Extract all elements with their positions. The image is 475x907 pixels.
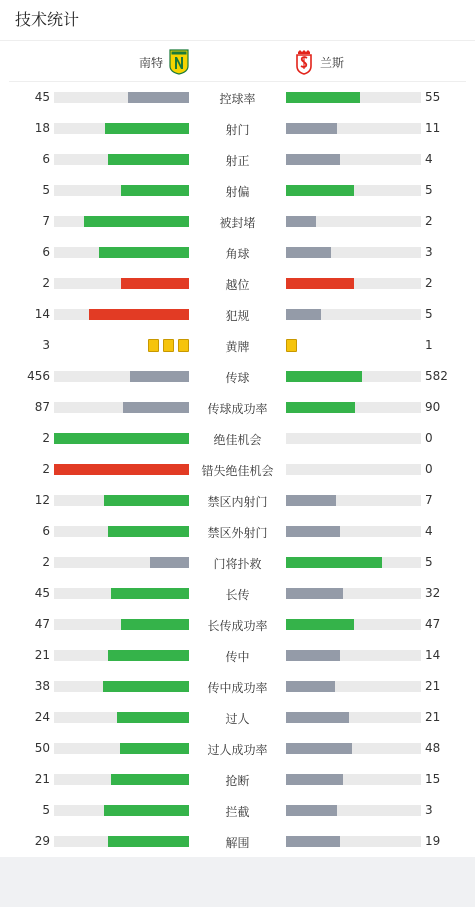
stat-label: 射门 [225, 123, 250, 137]
stat-row [0, 671, 475, 702]
away-team-name: 兰斯 [320, 55, 345, 70]
away-bar-fill [286, 588, 343, 599]
away-value: 2 [425, 214, 433, 228]
away-value: 21 [425, 679, 441, 693]
stat-label: 控球率 [219, 92, 256, 106]
away-bar-track [286, 92, 421, 103]
home-bar-fill [111, 774, 189, 785]
stat-label: 传中成功率 [207, 681, 268, 695]
away-value: 48 [425, 741, 441, 755]
home-bar-fill [103, 681, 189, 692]
home-bar-track [54, 402, 189, 413]
home-bar-track [54, 433, 189, 444]
home-bar-fill [108, 650, 189, 661]
home-bar-fill [99, 247, 189, 258]
home-value: 12 [34, 493, 50, 507]
home-value: 38 [34, 679, 50, 693]
home-value: 87 [34, 400, 50, 414]
away-bar-fill [286, 123, 337, 134]
home-value: 6 [42, 152, 50, 166]
home-bar-track [54, 278, 189, 289]
home-bar-track [54, 805, 189, 816]
away-value: 47 [425, 617, 441, 631]
away-bar-track [286, 278, 421, 289]
stat-row [0, 361, 475, 392]
away-bar-fill [286, 650, 340, 661]
stat-row [0, 764, 475, 795]
stat-row [0, 423, 475, 454]
home-bar-fill [89, 309, 189, 320]
home-bar-fill [108, 836, 189, 847]
stat-row [0, 609, 475, 640]
home-bar-fill [121, 278, 189, 289]
home-bar-fill [123, 402, 189, 413]
home-bar-fill [108, 154, 189, 165]
home-bar-fill [54, 464, 189, 475]
away-value: 55 [425, 90, 441, 104]
home-value: 29 [34, 834, 50, 848]
away-bar-track [286, 619, 421, 630]
nantes-logo-icon [169, 49, 189, 75]
away-bar-fill [286, 92, 360, 103]
stat-row [0, 516, 475, 547]
home-bar-fill [84, 216, 189, 227]
away-value: 4 [425, 524, 433, 538]
away-value: 21 [425, 710, 441, 724]
away-bar-track [286, 681, 421, 692]
stat-label: 过人成功率 [207, 743, 268, 757]
away-bar-fill [286, 619, 354, 630]
home-bar-fill [120, 743, 189, 754]
away-bar-fill [286, 216, 316, 227]
stat-row [0, 485, 475, 516]
away-bar-track [286, 247, 421, 258]
away-bar-track [286, 123, 421, 134]
home-value: 6 [42, 524, 50, 538]
home-bar-fill [121, 619, 189, 630]
away-bar-track [286, 433, 421, 444]
footer-area [0, 857, 475, 907]
away-bar-track [286, 712, 421, 723]
stat-label: 禁区外射门 [207, 526, 268, 540]
stat-label: 角球 [225, 247, 250, 261]
home-bar-track [54, 743, 189, 754]
away-bar-track [286, 371, 421, 382]
stat-label: 射偏 [225, 185, 250, 199]
home-value: 3 [42, 338, 50, 352]
away-value: 7 [425, 493, 433, 507]
stat-row [0, 113, 475, 144]
away-bar-fill [286, 247, 331, 258]
stat-row [0, 299, 475, 330]
stat-row [0, 330, 475, 361]
home-value: 45 [34, 586, 50, 600]
stat-row [0, 733, 475, 764]
home-value: 456 [27, 369, 50, 383]
away-value: 4 [425, 152, 433, 166]
home-bar-track [54, 309, 189, 320]
away-bar-fill [286, 836, 340, 847]
away-value: 5 [425, 307, 433, 321]
home-bar-track [54, 247, 189, 258]
away-bar-fill [286, 154, 340, 165]
away-bar-fill [286, 743, 352, 754]
home-bar-track [54, 216, 189, 227]
home-bar-fill [117, 712, 189, 723]
stat-row [0, 795, 475, 826]
away-bar-fill [286, 712, 349, 723]
home-bar-track [54, 774, 189, 785]
home-bar-fill [104, 805, 189, 816]
away-bar-track [286, 495, 421, 506]
away-bar-track [286, 526, 421, 537]
away-value: 2 [425, 276, 433, 290]
away-bar-track [286, 464, 421, 475]
stat-label: 传球 [225, 371, 250, 385]
stat-row [0, 237, 475, 268]
stat-row [0, 547, 475, 578]
away-value: 32 [425, 586, 441, 600]
home-value: 6 [42, 245, 50, 259]
home-team[interactable] [139, 49, 189, 75]
stat-label: 拦截 [225, 805, 250, 819]
away-bar-fill [286, 774, 343, 785]
home-bar-track [54, 588, 189, 599]
home-bar-fill [121, 185, 189, 196]
away-bar-track [286, 557, 421, 568]
home-bar-track [54, 836, 189, 847]
home-bar-fill [54, 433, 189, 444]
home-value: 45 [34, 90, 50, 104]
home-bar-track [54, 619, 189, 630]
home-value: 21 [34, 648, 50, 662]
away-bar-fill [286, 495, 336, 506]
away-value: 5 [425, 555, 433, 569]
home-value: 2 [42, 555, 50, 569]
stat-label: 犯规 [225, 309, 250, 323]
home-value: 2 [42, 462, 50, 476]
away-value: 15 [425, 772, 441, 786]
away-value: 90 [425, 400, 441, 414]
home-bar-fill [130, 371, 189, 382]
away-value: 19 [425, 834, 441, 848]
stat-label: 越位 [225, 278, 250, 292]
away-value: 1 [425, 338, 433, 352]
home-value: 5 [42, 183, 50, 197]
stat-row [0, 144, 475, 175]
stat-label: 传中 [225, 650, 250, 664]
home-bar-fill [128, 92, 189, 103]
away-bar-track [286, 185, 421, 196]
away-team[interactable] [294, 49, 344, 75]
stat-label: 抢断 [225, 774, 250, 788]
home-yellow-cards [144, 339, 189, 353]
stat-label: 过人 [225, 712, 250, 726]
away-value: 14 [425, 648, 441, 662]
home-bar-track [54, 681, 189, 692]
away-value: 582 [425, 369, 448, 383]
away-bar-track [286, 309, 421, 320]
stat-label: 射正 [225, 154, 250, 168]
home-bar-track [54, 92, 189, 103]
away-bar-track [286, 836, 421, 847]
away-bar-track [286, 402, 421, 413]
home-bar-track [54, 557, 189, 568]
yellow-card-icon [286, 339, 297, 352]
stat-row [0, 826, 475, 857]
home-bar-track [54, 712, 189, 723]
yellow-card-icon [148, 339, 159, 352]
away-bar-track [286, 743, 421, 754]
home-value: 47 [34, 617, 50, 631]
home-value: 18 [34, 121, 50, 135]
away-bar-track [286, 588, 421, 599]
away-bar-fill [286, 526, 340, 537]
home-value: 21 [34, 772, 50, 786]
away-bar-fill [286, 371, 362, 382]
stat-row [0, 268, 475, 299]
away-bar-fill [286, 805, 337, 816]
stat-row [0, 82, 475, 113]
away-value: 11 [425, 121, 441, 135]
away-value: 3 [425, 803, 433, 817]
stat-row [0, 702, 475, 733]
away-bar-track [286, 805, 421, 816]
home-bar-fill [105, 123, 189, 134]
stat-row [0, 640, 475, 671]
stat-row [0, 578, 475, 609]
stat-row [0, 206, 475, 237]
teams-header [9, 41, 466, 82]
stat-label: 禁区内射门 [207, 495, 268, 509]
stat-label: 被封堵 [219, 216, 256, 230]
stat-label: 黄牌 [225, 340, 250, 354]
away-bar-fill [286, 681, 335, 692]
home-bar-fill [150, 557, 189, 568]
stat-row [0, 392, 475, 423]
home-value: 5 [42, 803, 50, 817]
stat-row [0, 454, 475, 485]
away-value: 0 [425, 462, 433, 476]
home-value: 2 [42, 276, 50, 290]
stat-label: 解围 [225, 836, 250, 850]
yellow-card-icon [178, 339, 189, 352]
home-bar-track [54, 154, 189, 165]
away-bar-track [286, 154, 421, 165]
home-bar-track [54, 185, 189, 196]
away-bar-track [286, 774, 421, 785]
stat-label: 传球成功率 [207, 402, 268, 416]
stat-label: 长传成功率 [207, 619, 268, 633]
home-value: 2 [42, 431, 50, 445]
away-bar-fill [286, 278, 354, 289]
stat-label: 长传 [225, 588, 250, 602]
away-bar-fill [286, 309, 321, 320]
away-bar-track [286, 216, 421, 227]
home-value: 7 [42, 214, 50, 228]
away-bar-fill [286, 402, 355, 413]
stat-row [0, 175, 475, 206]
home-value: 24 [34, 710, 50, 724]
home-bar-fill [111, 588, 189, 599]
stat-label: 错失绝佳机会 [201, 464, 274, 478]
home-bar-track [54, 123, 189, 134]
home-value: 50 [34, 741, 50, 755]
reims-logo-icon [294, 49, 314, 75]
away-value: 0 [425, 431, 433, 445]
away-bar-fill [286, 185, 354, 196]
home-bar-track [54, 495, 189, 506]
home-bar-track [54, 371, 189, 382]
page-title: 技术统计 [0, 0, 475, 41]
home-bar-track [54, 650, 189, 661]
away-bar-track [286, 650, 421, 661]
stat-label: 绝佳机会 [213, 433, 262, 447]
home-bar-track [54, 526, 189, 537]
away-value: 3 [425, 245, 433, 259]
away-bar-fill [286, 557, 382, 568]
home-bar-fill [108, 526, 189, 537]
stat-label: 门将扑救 [213, 557, 262, 571]
home-team-name: 南特 [138, 55, 163, 70]
home-bar-track [54, 464, 189, 475]
home-value: 14 [34, 307, 50, 321]
away-value: 5 [425, 183, 433, 197]
home-bar-fill [104, 495, 189, 506]
yellow-card-icon [163, 339, 174, 352]
away-yellow-cards [286, 339, 301, 353]
